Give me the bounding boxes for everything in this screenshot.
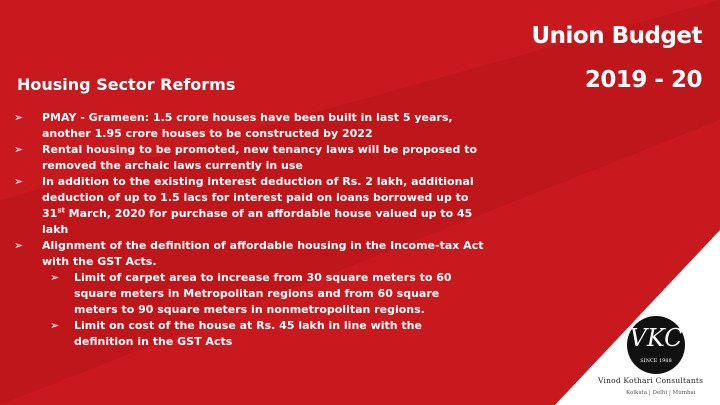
bullet-text: Rental housing to be promoted, new tenancy laws will be proposed to removed the archaic laws currently in use: [42, 143, 478, 172]
arrow-bullet-icon: ➢: [14, 143, 24, 156]
arrow-bullet-icon: ➢: [50, 319, 60, 332]
company-cities: Kolkata | Delhi | Mumbai: [626, 390, 696, 396]
title-block: [531, 22, 702, 94]
arrow-bullet-icon: ➢: [14, 175, 24, 188]
logo-mark: VKC: [629, 324, 683, 352]
arrow-bullet-icon: ➢: [14, 111, 24, 124]
bullet-text: PMAY - Grameen: 1.5 crore houses have been built in last 5 years, another 1.95 crore houses to be constructed by 2022: [42, 111, 453, 140]
company-name: Vinod Kothari Consultants: [598, 376, 704, 385]
sub-bullet-list: [50, 270, 484, 350]
bullet-list: [14, 110, 484, 350]
sub-bullet-text: Limit of carpet area to increase from 30 square meters to 60 square meters in Metropolitan regions and from 60 square meters to 90 square meters in nonmetropolitan regions.: [74, 271, 452, 316]
bullet-item: [14, 142, 484, 174]
arrow-bullet-icon: ➢: [50, 271, 60, 284]
logo-since: SINCE 1988: [640, 358, 672, 364]
company-logo: [627, 316, 685, 374]
bullet-superscript: st: [57, 206, 65, 215]
sub-bullet-item: [50, 270, 484, 318]
title-line-1: Union Budget: [531, 23, 702, 49]
bullet-item: [14, 238, 484, 270]
bullet-item: [14, 174, 484, 238]
sub-bullet-item: [50, 318, 484, 350]
title-line-2: 2019 - 20: [584, 67, 702, 93]
bullet-item: [14, 110, 484, 142]
section-heading: Housing Sector Reforms: [17, 75, 236, 94]
bullet-text-start: In addition to the existing interest deduction of Rs. 2 lakh, additional deduction of up to 1.5 lacs for interest paid on loans borrowed up to 31: [42, 175, 474, 220]
arrow-bullet-icon: ➢: [14, 239, 24, 252]
bullet-text: Alignment of the definition of affordable housing in the Income-tax Act with the GST Acts.: [42, 239, 484, 268]
bullet-text-end: March, 2020 for purchase of an affordable house valued up to 45 lakh: [42, 207, 473, 236]
sub-bullet-text: Limit on cost of the house at Rs. 45 lakh in line with the definition in the GST Acts: [74, 319, 422, 348]
